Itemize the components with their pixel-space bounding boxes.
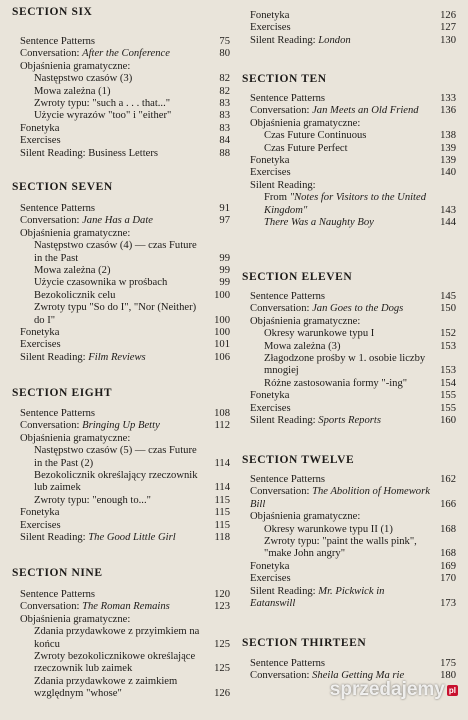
section-title: SECTION SIX bbox=[12, 6, 93, 18]
list-item: Różne zastosowania formy "-ing" 154 bbox=[264, 377, 456, 389]
list-item: Mowa zależna (2) 99 bbox=[34, 265, 230, 277]
section-eight bbox=[12, 386, 230, 544]
section-title: SECTION SEVEN bbox=[12, 181, 113, 193]
list-item: Objaśnienia gramatyczne: bbox=[20, 613, 131, 625]
list-item: Conversation: The Roman Remains 123 bbox=[20, 601, 230, 613]
list-item: Conversation: Jane Has a Date 97 bbox=[20, 215, 230, 227]
list-item: Objaśnienia gramatyczne: bbox=[250, 315, 361, 327]
list-item: Conversation: The Abolition of Homework Bill 166 bbox=[250, 486, 456, 510]
list-item: Następstwo czasów (3) 82 bbox=[34, 73, 230, 85]
list-item: Użycie wyrazów "too" i "either" 83 bbox=[34, 110, 230, 122]
list-item: Zwroty typu: "such a . . . that..." 83 bbox=[34, 98, 230, 110]
watermark-badge: pl bbox=[448, 685, 456, 695]
entry-list bbox=[242, 93, 456, 229]
list-item: Silent Reading: London 130 bbox=[250, 34, 456, 46]
list-item: Silent Reading: bbox=[250, 179, 316, 191]
section-title: SECTION TEN bbox=[242, 73, 327, 85]
list-item: Sentence Patterns 91 bbox=[20, 203, 230, 214]
section-title: SECTION ELEVEN bbox=[242, 271, 353, 283]
list-item: Okresy warunkowe typu II (1) 168 bbox=[264, 523, 456, 535]
list-item: Objaśnienia gramatyczne: bbox=[20, 432, 131, 444]
list-item: From "Notes for Visitors to the United Kingdom" 143 bbox=[264, 192, 456, 216]
section-eleven bbox=[242, 270, 456, 427]
list-item: Zwroty typu: "enough to..." 115 bbox=[34, 494, 230, 506]
list-item: Następstwo czasów (5) — czas Future in the Past (2) 114 bbox=[34, 445, 230, 469]
list-item: Użycie czasownika w prośbach 99 bbox=[34, 277, 230, 289]
entry-list bbox=[12, 36, 230, 160]
list-item: Sentence Patterns 133 bbox=[250, 93, 456, 104]
list-item: Conversation: Jan Meets an Old Friend 136 bbox=[250, 105, 456, 117]
list-item: Silent Reading: Business Letters 88 bbox=[20, 147, 230, 159]
list-item: Zwroty typu "So do I", "Nor (Neither) do I" 100 bbox=[34, 302, 230, 326]
list-item: Sentence Patterns 75 bbox=[20, 36, 230, 47]
list-item: Conversation: Bringing Up Betty 112 bbox=[20, 420, 230, 432]
list-item: Objaśnienia gramatyczne: bbox=[250, 511, 361, 523]
list-item: Zdania przydawkowe z zaimkiem względnym "whose" 126 bbox=[34, 675, 230, 700]
list-item: Okresy warunkowe typu I 152 bbox=[264, 328, 456, 340]
list-item: Silent Reading: Film Reviews 106 bbox=[20, 351, 230, 363]
section-six bbox=[12, 5, 230, 160]
list-item: Sentence Patterns 162 bbox=[250, 474, 456, 485]
list-item: Zwroty typu: "paint the walls pink", "make John angry" 168 bbox=[264, 536, 456, 560]
section-title: SECTION NINE bbox=[12, 567, 103, 579]
list-item: Exercises 84 bbox=[20, 135, 230, 147]
section-ten bbox=[242, 72, 456, 229]
list-item: Zwroty bezokolicznikowe określające rzeczownik lub zaimek 125 bbox=[34, 651, 230, 675]
entry-list bbox=[242, 10, 456, 47]
list-item: Sentence Patterns 145 bbox=[250, 291, 456, 302]
entry-list bbox=[242, 474, 456, 610]
entry-list bbox=[12, 408, 230, 544]
section-title: SECTION THIRTEEN bbox=[242, 637, 367, 649]
list-item: Fonetyka 155 bbox=[250, 390, 456, 402]
list-item: Czas Future Continuous 138 bbox=[264, 130, 456, 142]
list-item: Sentence Patterns 120 bbox=[20, 589, 230, 600]
watermark-logo bbox=[318, 670, 458, 710]
list-item: Czas Future Perfect 139 bbox=[264, 142, 456, 154]
list-item: Mowa zależna (1) 82 bbox=[34, 85, 230, 97]
list-item: Silent Reading: The Good Little Girl 118 bbox=[20, 532, 230, 544]
list-item: Fonetyka 169 bbox=[250, 560, 456, 572]
list-item: Objaśnienia gramatyczne: bbox=[20, 60, 131, 72]
section-title: SECTION EIGHT bbox=[12, 387, 113, 399]
list-item: Zdania przydawkowe z przyimkiem na końcu 125 bbox=[34, 626, 230, 650]
list-item: Fonetyka 100 bbox=[20, 327, 230, 339]
list-item: Bezokolicznik celu 100 bbox=[34, 289, 230, 301]
entry-list bbox=[242, 291, 456, 427]
list-item: Fonetyka 126 bbox=[250, 10, 456, 21]
list-item: Exercises 170 bbox=[250, 573, 456, 585]
section-seven bbox=[12, 180, 230, 364]
list-item: Silent Reading: Mr. Pickwick in Eatanswill 173 bbox=[250, 585, 456, 610]
list-item: Exercises 127 bbox=[250, 22, 456, 34]
list-item: Exercises 155 bbox=[250, 402, 456, 414]
list-item: Fonetyka 83 bbox=[20, 122, 230, 134]
list-item: Sentence Patterns 175 bbox=[250, 658, 456, 669]
list-item: Objaśnienia gramatyczne: bbox=[250, 117, 361, 129]
section-twelve bbox=[242, 453, 456, 610]
entry-list bbox=[12, 589, 230, 701]
list-item: Conversation: Sheila Getting Ma rie 180 bbox=[250, 670, 456, 682]
list-item: Conversation: After the Conference 80 bbox=[20, 48, 230, 60]
watermark-text: sprzedajemy bbox=[329, 679, 445, 700]
list-item: Złagodzone prośby w 1. osobie liczby mnogiej 153 bbox=[264, 353, 456, 377]
section-nine-continued bbox=[242, 10, 456, 47]
list-item: Mowa zależna (3) 153 bbox=[264, 340, 456, 352]
list-item: Objaśnienia gramatyczne: bbox=[20, 227, 131, 239]
list-item: Exercises 140 bbox=[250, 167, 456, 179]
list-item: Bezokolicznik określający rzeczownik lub zaimek 114 bbox=[34, 470, 230, 494]
list-item: Conversation: Jan Goes to the Dogs 150 bbox=[250, 303, 456, 315]
entry-list bbox=[12, 203, 230, 364]
list-item: Fonetyka 115 bbox=[20, 507, 230, 519]
list-item: There Was a Naughty Boy 144 bbox=[264, 217, 456, 229]
list-item: Sentence Patterns 108 bbox=[20, 408, 230, 419]
section-nine bbox=[12, 566, 230, 701]
list-item: Exercises 115 bbox=[20, 519, 230, 531]
list-item: Fonetyka 139 bbox=[250, 155, 456, 167]
section-title: SECTION TWELVE bbox=[242, 454, 355, 466]
list-item: Następstwo czasów (4) — czas Future in the Past 99 bbox=[34, 240, 230, 264]
list-item: Silent Reading: Sports Reports 160 bbox=[250, 415, 456, 427]
list-item: Exercises 101 bbox=[20, 339, 230, 351]
